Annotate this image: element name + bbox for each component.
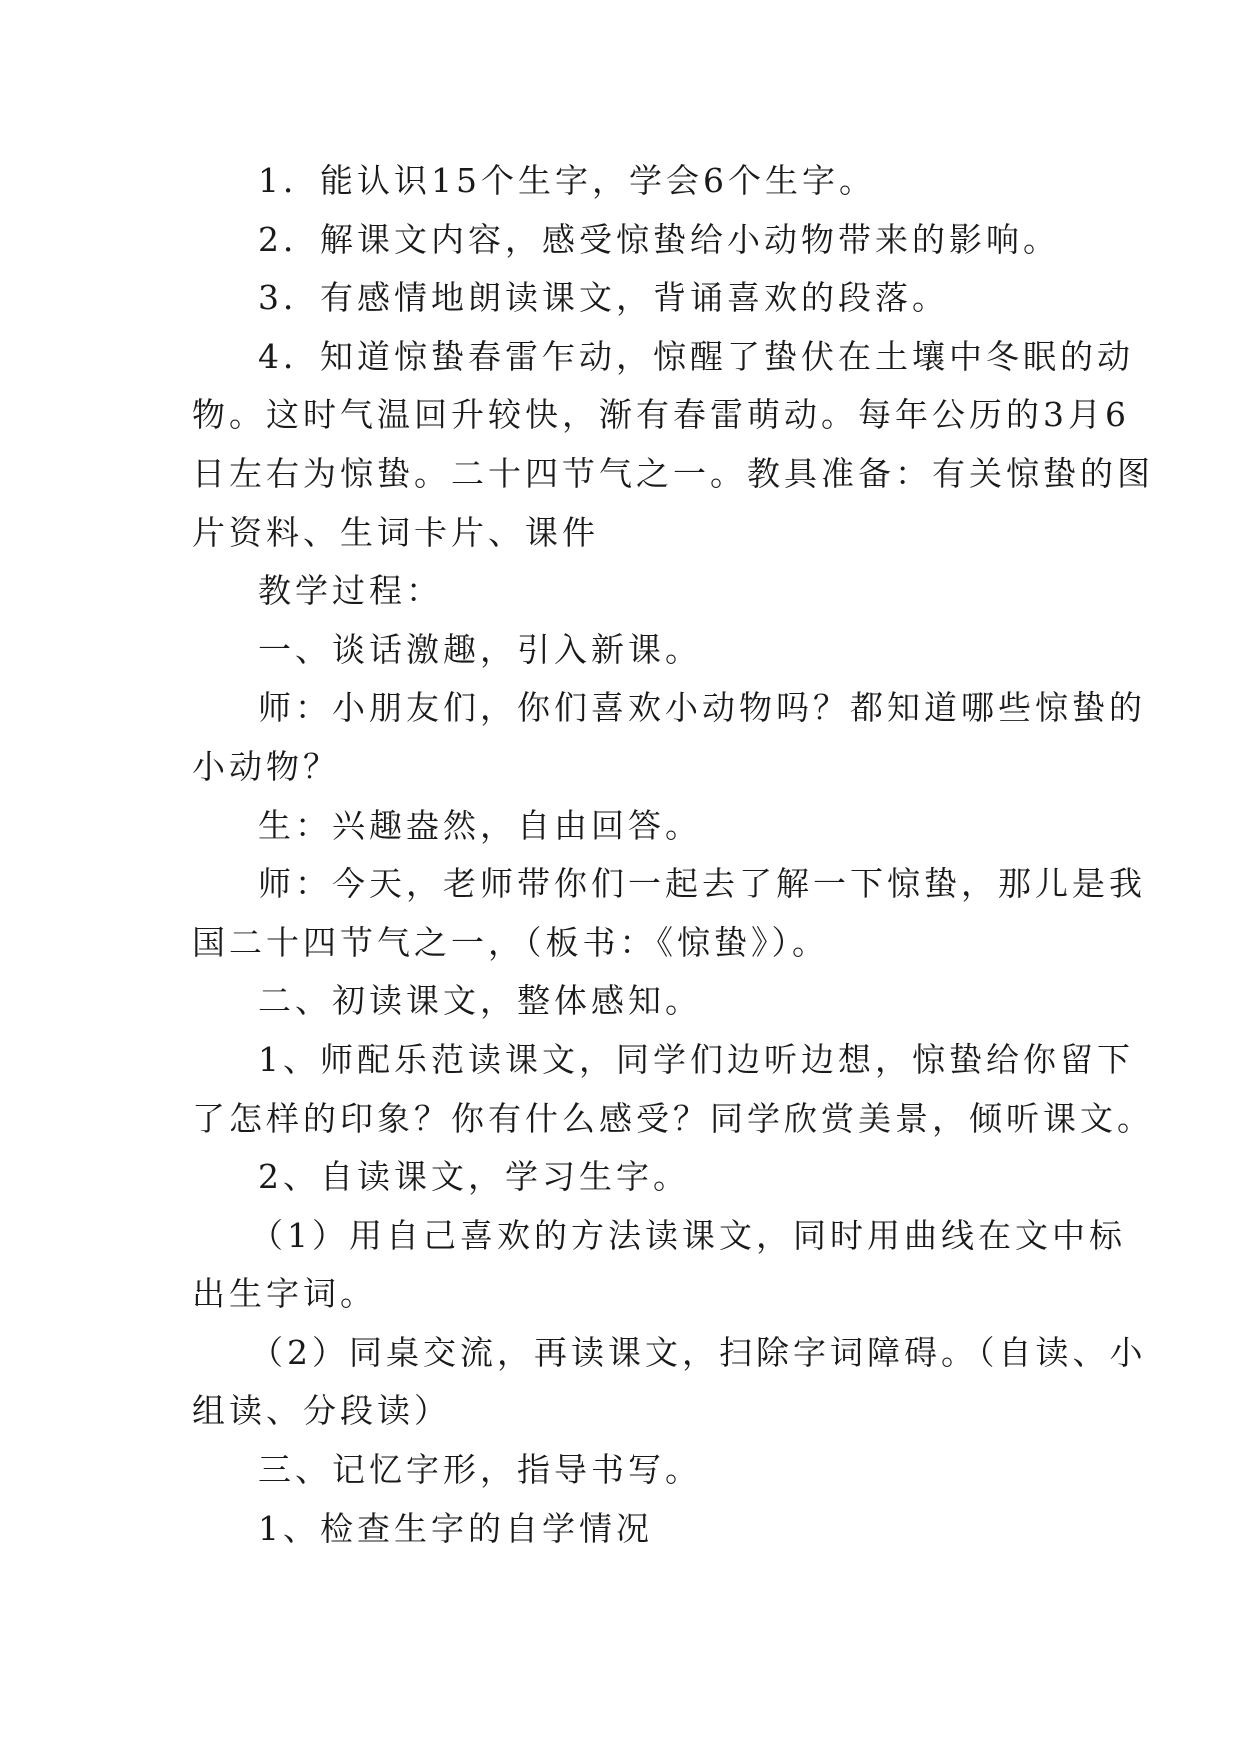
text-line: 1、检查生字的自学情况 <box>258 1508 653 1548</box>
text-line: 3．有感情地朗读课文，背诵喜欢的段落。 <box>258 278 949 318</box>
text-line: 4．知道惊蛰春雷乍动，惊醒了蛰伏在土壤中冬眠的动 <box>258 336 1134 376</box>
section-heading: 教学过程： <box>258 571 443 611</box>
text-line: 生：兴趣盎然，自由回答。 <box>258 805 702 845</box>
text-line: 组读、分段读） <box>192 1391 451 1431</box>
text-line: 日左右为惊蛰。二十四节气之一。教具准备：有关惊蛰的图 <box>192 453 1154 493</box>
text-line: （2）同桌交流，再读课文，扫除字词障碍。（自读、小 <box>250 1332 1147 1372</box>
text-line: 了怎样的印象？你有什么感受？同学欣赏美景，倾听课文。 <box>192 1098 1154 1138</box>
section-heading: 三、记忆字形，指导书写。 <box>258 1450 702 1490</box>
document-body <box>192 152 1154 1558</box>
text-line: 小动物？ <box>192 746 340 786</box>
text-line: 师：小朋友们，你们喜欢小动物吗？都知道哪些惊蛰的 <box>258 688 1146 728</box>
text-line: 物。这时气温回升较快，渐有春雷萌动。每年公历的3月6 <box>192 395 1130 435</box>
text-line: （1）用自己喜欢的方法读课文，同时用曲线在文中标 <box>250 1215 1126 1255</box>
text-line: 片资料、生词卡片、课件 <box>192 512 599 552</box>
text-line: 国二十四节气之一，（板书：《惊蛰》）。 <box>192 922 829 962</box>
text-line: 1．能认识15个生字，学会6个生字。 <box>258 161 876 200</box>
text-line: 师：今天，老师带你们一起去了解一下惊蛰，那儿是我 <box>258 864 1146 904</box>
section-heading: 一、谈话激趣，引入新课。 <box>258 629 702 669</box>
text-line: 2、自读课文，学习生字。 <box>258 1157 690 1197</box>
section-heading: 二、初读课文，整体感知。 <box>258 981 702 1021</box>
text-line: 1、师配乐范读课文，同学们边听边想，惊蛰给你留下 <box>258 1039 1134 1079</box>
text-line: 2．解课文内容，感受惊蛰给小动物带来的影响。 <box>258 219 1060 259</box>
text-line: 出生字词。 <box>192 1274 377 1314</box>
